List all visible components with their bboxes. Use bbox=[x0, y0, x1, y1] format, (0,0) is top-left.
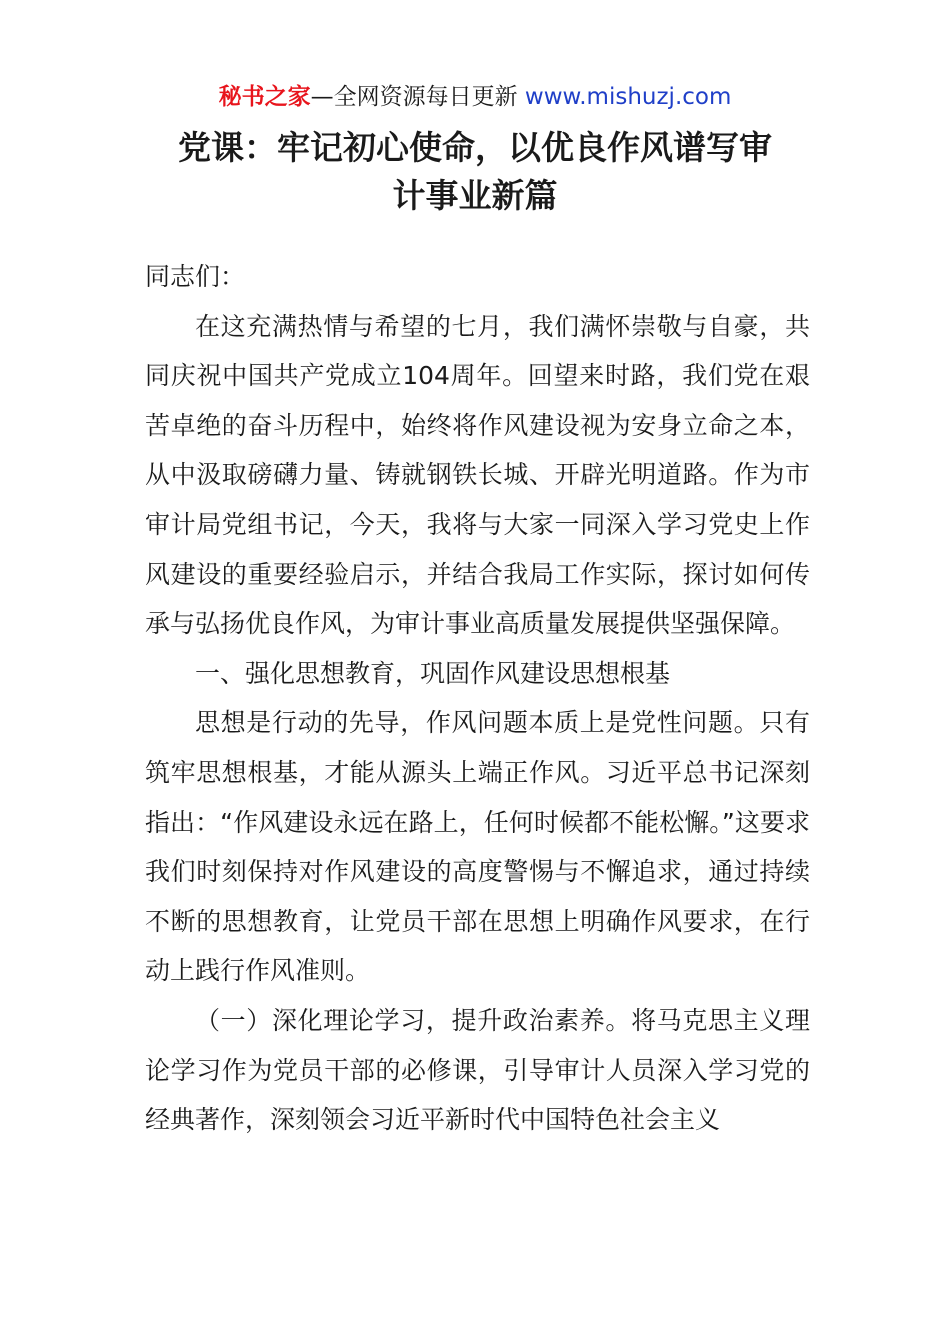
section-heading-1: 一、强化思想教育，巩固作风建设思想根基 bbox=[195, 658, 671, 688]
site-url-link[interactable]: www.mishuzj.com bbox=[524, 84, 732, 110]
paragraph-intro: 在这充满热情与希望的七月，我们满怀崇敬与自豪，共同庆祝中国共产党成立104周年。回望来时路，我们党在艰苦卓绝的奋斗历程中，始终将作风建设视为安身立命之本，从中汲取磅礴力量、铸就钢铁长城、开辟光明道路。作为市审计局党组书记，今天，我将与大家一同深入学习党史上作风建设的重要经验启示，并结合我局工作实际，探讨如何传承与弘扬优良作风，为审计事业高质量发展提供坚强保障。 bbox=[145, 311, 810, 639]
document-body bbox=[145, 252, 810, 1145]
title-line-1: 党课：牢记初心使命，以优良作风谱写审 bbox=[178, 128, 772, 167]
salutation: 同志们： bbox=[145, 262, 246, 291]
brand-name: 秘书之家 bbox=[218, 84, 311, 110]
site-header bbox=[0, 80, 950, 114]
paragraph-section-1: 思想是行动的先导，作风问题本质上是党性问题。只有筑牢思想根基，才能从源头上端正作风。习近平总书记深刻指出：“作风建设永远在路上，任何时候都不能松懈。”这要求我们时刻保持对作风建设的高度警惕与不懈追求，通过持续不断的思想教育，让党员干部在思想上明确作风要求，在行动上践行作风准则。 bbox=[145, 708, 810, 986]
title-line-2: 计事业新篇 bbox=[392, 176, 558, 215]
paragraph-subsection-1: （一）深化理论学习，提升政治素养。将马克思主义理论学习作为党员干部的必修课，引导审计人员深入学习党的经典著作，深刻领会习近平新时代中国特色社会主义 bbox=[145, 1005, 810, 1135]
document-title bbox=[130, 124, 820, 220]
header-tagline: —全网资源每日更新 bbox=[310, 84, 525, 110]
